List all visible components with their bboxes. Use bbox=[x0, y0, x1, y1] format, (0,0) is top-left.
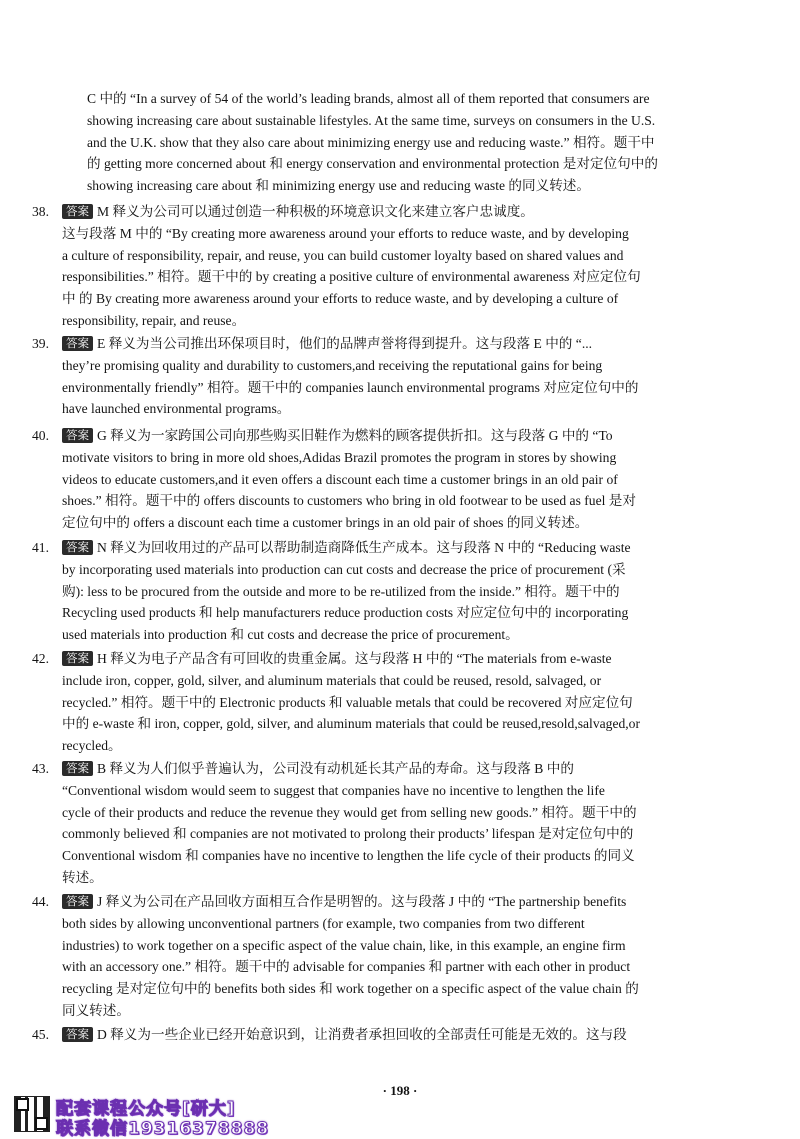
text-line: 定位句中的 offers a discount each time a customer brings in an old pair of shoes 的同义转述。 bbox=[62, 515, 589, 531]
answer-text: G 释义为一家跨国公司向那些购买旧鞋作为燃料的顾客提供折扣。这与段落 G 中的 “To bbox=[97, 428, 613, 443]
answer-text: M 释义为公司可以通过创造一种积极的环境意识文化来建立客户忠诚度。 bbox=[97, 204, 534, 219]
text-line: recycled。 bbox=[62, 738, 122, 754]
answer-item bbox=[32, 648, 772, 757]
answer-item bbox=[32, 425, 772, 534]
question-number: 38. bbox=[32, 204, 49, 219]
text-line: 中的 e-waste 和 iron, copper, gold, silver, and aluminum materials that could be reused,resold,salvaged,or bbox=[62, 716, 640, 732]
answer-first-line bbox=[32, 891, 772, 913]
question-number: 44. bbox=[32, 894, 49, 909]
answer-text: J 释义为公司在产品回收方面相互合作是明智的。这与段落 J 中的 “The partnership benefits bbox=[97, 894, 627, 909]
text-line: recycled.” 相符。题干中的 Electronic products 和 valuable metals that could be recovered 对应定位句 bbox=[62, 694, 633, 710]
text-line: C 中的 “In a survey of 54 of the world’s leading brands, almost all of them reported that consumers are bbox=[87, 91, 650, 106]
answer-first-line bbox=[32, 425, 772, 447]
answer-first-line bbox=[32, 537, 772, 559]
answer-text: H 释义为电子产品含有可回收的贵重金属。这与段落 H 中的 “The materials from e-waste bbox=[97, 651, 612, 666]
text-line: videos to educate customers,and it even offers a discount each time a customer brings in an old pair of bbox=[62, 471, 618, 487]
text-line: cycle of their products and reduce the revenue they would get from selling new goods.” 相符。题干中的 bbox=[62, 804, 637, 820]
answer-item bbox=[32, 537, 772, 646]
text-line: environmentally friendly” 相符。题干中的 companies launch environmental programs 对应定位句中的 bbox=[62, 379, 639, 395]
text-line: industries) to work together on a specific aspect of the value chain, like, in this example, an engine firm bbox=[62, 937, 626, 953]
text-line: used materials into production 和 cut costs and decrease the price of procurement。 bbox=[62, 627, 519, 643]
answer-badge: 答案 bbox=[62, 651, 93, 666]
answer-item bbox=[32, 201, 772, 332]
text-line: have launched environmental programs。 bbox=[62, 401, 291, 417]
answer-badge: 答案 bbox=[62, 540, 93, 555]
qr-code-icon bbox=[14, 1096, 50, 1132]
answer-text: D 释义为一些企业已经开始意识到，让消费者承担回收的全部责任可能是无效的。这与段 bbox=[97, 1027, 627, 1042]
text-line: shoes.” 相符。题干中的 offers discounts to customers who bring in old footwear to be used as fuel 是对 bbox=[62, 493, 636, 509]
text-line: commonly believed 和 companies are not motivated to prolong their products’ lifespan 是对定位句中的 bbox=[62, 826, 634, 842]
answer-first-line bbox=[32, 648, 772, 670]
answer-badge: 答案 bbox=[62, 1027, 93, 1042]
text-line: 购): less to be procured from the outside and more to be re-utilized from the inside.” 相符。题干中的 bbox=[62, 583, 620, 599]
text-line: with an accessory one.” 相符。题干中的 advisable for companies 和 partner with each other in product bbox=[62, 959, 631, 975]
answer-text: N 释义为回收用过的产品可以帮助制造商降低生产成本。这与段落 N 中的 “Reducing waste bbox=[97, 540, 631, 555]
text-line: include iron, copper, gold, silver, and aluminum materials that could be reused, resold, salvaged, or bbox=[62, 672, 602, 688]
answer-first-line bbox=[32, 333, 772, 355]
answer-item bbox=[32, 891, 772, 1022]
question-number: 41. bbox=[32, 540, 49, 555]
text-line: a culture of responsibility, repair, and reuse, you can build customer loyalty based on shared values and bbox=[62, 247, 624, 263]
text-line: both sides by allowing unconventional partners (for example, two companies from two different bbox=[62, 915, 585, 931]
answer-item bbox=[32, 758, 772, 889]
text-line: 转述。 bbox=[62, 869, 103, 885]
answer-badge: 答案 bbox=[62, 336, 93, 351]
question-number: 42. bbox=[32, 651, 49, 666]
continued-paragraph bbox=[52, 88, 772, 197]
question-number: 40. bbox=[32, 428, 49, 443]
question-number: 43. bbox=[32, 761, 49, 776]
watermark-line-2: 联系微信19316378888 bbox=[56, 1119, 270, 1139]
answer-badge: 答案 bbox=[62, 894, 93, 909]
answer-badge: 答案 bbox=[62, 761, 93, 776]
text-line: motivate visitors to bring in more old shoes,Adidas Brazil promotes the program in stores by showing bbox=[62, 449, 617, 465]
answer-text: E 释义为当公司推出环保项目时，他们的品牌声誉将得到提升。这与段落 E 中的 “... bbox=[97, 336, 593, 351]
text-line: recycling 是对定位句中的 benefits both sides 和 work together on a specific aspect of the value chain 的 bbox=[62, 981, 639, 997]
answer-first-line bbox=[32, 201, 772, 223]
text-line: and the U.K. show that they also care about minimizing energy use and reducing waste.” 相符。题干中 bbox=[87, 134, 655, 150]
text-line: showing increasing care about sustainable lifestyles. At the same time, surveys on consumers in the U.S. bbox=[87, 112, 656, 128]
text-line: Conventional wisdom 和 companies have no incentive to lengthen the life cycle of their products 的同义 bbox=[62, 848, 635, 864]
text-line: they’re promising quality and durability to customers,and receiving the reputational gains for being bbox=[62, 357, 603, 373]
text-line: 同义转述。 bbox=[62, 1002, 130, 1018]
answer-badge: 答案 bbox=[62, 428, 93, 443]
text-line: 的 getting more concerned about 和 energy conservation and environmental protection 是对定位句中的 bbox=[87, 156, 658, 172]
text-line: showing increasing care about 和 minimizing energy use and reducing waste 的同义转述。 bbox=[87, 178, 590, 194]
text-line: 这与段落 M 中的 “By creating more awareness around your efforts to reduce waste, and by developing bbox=[62, 225, 629, 241]
question-number: 39. bbox=[32, 336, 49, 351]
answer-text: B 释义为人们似乎普遍认为，公司没有动机延长其产品的寿命。这与段落 B 中的 bbox=[97, 761, 574, 776]
text-line: responsibilities.” 相符。题干中的 by creating a positive culture of environmental awareness 对应定位句 bbox=[62, 269, 641, 285]
text-line: responsibility, repair, and reuse。 bbox=[62, 312, 246, 328]
answer-item bbox=[32, 333, 772, 420]
answer-first-line bbox=[32, 758, 772, 780]
text-line: “Conventional wisdom would seem to suggest that companies have no incentive to lengthen the life bbox=[62, 782, 605, 798]
watermark-line-1: 配套课程公众号[研大] bbox=[56, 1099, 236, 1119]
text-line: 中 的 By creating more awareness around your efforts to reduce waste, and by developing a culture of bbox=[62, 291, 619, 307]
answer-item bbox=[32, 1024, 772, 1046]
answer-first-line bbox=[32, 1024, 772, 1046]
text-line: Recycling used products 和 help manufacturers reduce production costs 对应定位句中的 incorporating bbox=[62, 605, 629, 621]
text-line: by incorporating used materials into production can cut costs and decrease the price of procurement (采 bbox=[62, 561, 626, 577]
answer-badge: 答案 bbox=[62, 204, 93, 219]
page-number: · 198 · bbox=[382, 1083, 418, 1098]
question-number: 45. bbox=[32, 1027, 49, 1042]
